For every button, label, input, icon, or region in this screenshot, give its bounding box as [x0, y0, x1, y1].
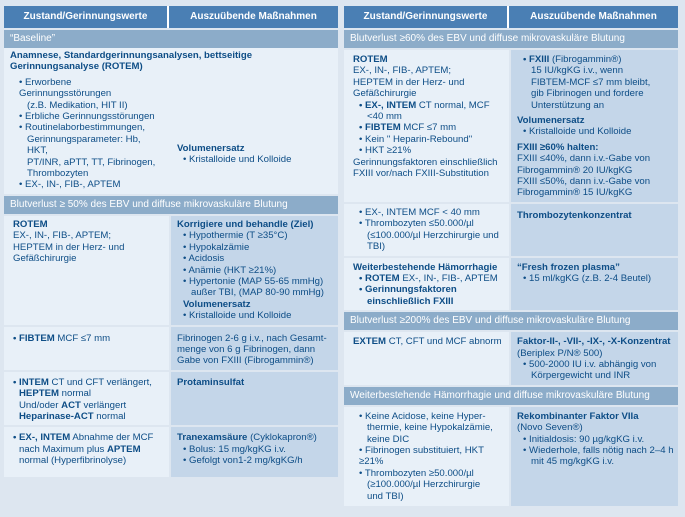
fibtem-cell	[4, 327, 169, 370]
heptem-label: HEPTEM	[19, 388, 59, 400]
faktor-title: Faktor-II-, -VII-, -IX-, -X-Konzentrat	[517, 336, 671, 348]
fibtem-value: MCF ≤7 mm	[54, 332, 111, 344]
tranex-title: Tranexamsäure	[177, 432, 248, 444]
fxiii60-line: FXIII ≤50%, dann i.v.-Gabe von	[517, 176, 651, 188]
ffp-title: “Fresh frozen plasma”	[517, 261, 620, 273]
left-column	[4, 6, 338, 477]
volumenersatz-title: Volumenersatz	[183, 298, 251, 310]
baseline-block	[4, 48, 338, 194]
volumenersatz-item: • Kristalloide und Kolloide	[523, 126, 632, 138]
band-weiterbestehende: Weiterbestehende Hämorrhagie und diffuse mikrovaskuläre Blutung	[344, 387, 678, 405]
volumenersatz-title: Volumenersatz	[517, 115, 585, 127]
rotem-row	[4, 216, 338, 325]
thrombo-line: (≤100.000/µl Herzchirurgie und	[367, 229, 499, 241]
fibtem-action-line: Fibrinogen 2-6 g i.v., nach Gesamt-	[177, 332, 327, 344]
thrombo-cell	[344, 204, 509, 256]
baseline-item: • Routinelaborbestimmungen,	[19, 122, 146, 134]
hyperfibrinolyse-row	[4, 427, 338, 476]
fxiii-brand: (Fibrogammin®)	[549, 54, 622, 65]
korrig-item: • Anämie (HKT ≥21%)	[183, 264, 277, 276]
protamin-title: Protaminsulfat	[177, 376, 245, 388]
faktor-item: • 500-2000 IU i.v. abhängig von	[523, 358, 657, 370]
baseline-findings	[4, 73, 169, 194]
left-table-header	[4, 6, 338, 28]
thrombo-row	[344, 204, 678, 256]
rekomb-item: • Initialdosis: 90 µg/kgKG i.v.	[523, 433, 645, 445]
fibtem-value: MCF ≤7 mm	[400, 122, 457, 134]
weiter-cell	[344, 258, 509, 311]
rekomb-item: mit 45 mg/kgKG i.v.	[531, 456, 614, 468]
baseline-item: PT/INR, aPTT, TT, Fibrinogen,	[27, 156, 156, 168]
last-item: keine DIC	[367, 433, 410, 445]
last-item: (≥100.000/µl Herzchirurgie	[367, 479, 481, 491]
fibtem-action-line: Gabe von FXIII (Fibrogammin®)	[177, 355, 314, 367]
fxiii-label: • FXIII	[523, 54, 550, 65]
volumenersatz-item: • Kristalloide und Kolloide	[183, 154, 292, 166]
tranex-item: • Bolus: 15 mg/kgKG i.v.	[183, 443, 286, 455]
right-table-header	[344, 6, 678, 28]
header-massnahmen: Auszuübende Maßnahmen	[530, 11, 657, 23]
rotem-text: EX-, IN-, FIB-, APTEM	[399, 272, 498, 284]
last-cell	[344, 407, 509, 506]
fxiii60-line: Fibrogammin® 15 IU/kgKG	[517, 187, 633, 199]
intem-row	[4, 372, 338, 426]
rotem-line: HEPTEM in der Herz- und	[353, 76, 465, 88]
rotem-line: Gefäßchirurgie	[353, 88, 417, 100]
fxiii60-title: FXIII ≥60% halten:	[517, 141, 599, 153]
rotem-title: ROTEM	[353, 54, 388, 65]
fxiii-line: gib Fibrinogen und fordere	[531, 88, 644, 100]
tranex-brand: (Cyklokapron®)	[247, 432, 317, 444]
band-50-percent: Blutverlust ≥ 50% des EBV und diffuse mikrovaskuläre Blutung	[4, 196, 338, 214]
gerin-line: Gerinnungsfaktoren einschließlich	[353, 156, 498, 168]
faktor-item: Körpergewicht und INR	[531, 370, 631, 382]
fxiii-line: FIBTEM-MCF ≤7 mm bleibt,	[531, 76, 651, 88]
fibtem-label: • FIBTEM	[13, 332, 55, 344]
hyperfibrinolyse-cell	[4, 427, 169, 476]
gerin-line: einschließlich FXIII	[367, 295, 454, 307]
thrombo-line: TBI)	[367, 241, 386, 253]
intem-text: CT und CFT verlängert,	[48, 376, 152, 388]
heparinase-label: Heparinase-ACT	[19, 410, 94, 422]
korrig-item: außer TBI, (MAP 80-90 mmHg)	[191, 287, 324, 299]
ex-intem-label: • EX-, INTEM	[13, 432, 71, 444]
extem-label: EXTEM	[353, 336, 387, 348]
heptem-text: normal	[58, 388, 91, 400]
baseline-item: • EX-, IN-, FIB-, APTEM	[19, 179, 121, 191]
rekomb-cell	[511, 407, 678, 506]
baseline-title: Anamnese, Standardgerinnungsanalysen, bettseitige Gerinnungsanalyse (ROTEM)	[10, 50, 253, 73]
ex-intem-text: normal (Hyperfibrinolyse)	[19, 455, 127, 467]
hkt-item: • HKT ≥21%	[359, 145, 412, 157]
intem-text: verlängert	[80, 399, 127, 411]
tranex-item: • Gefolgt von1-2 mg/kgKG/h	[183, 455, 303, 467]
baseline-item: Thrombozyten	[27, 168, 89, 180]
last-item: thermie, keine Hypokalzämie,	[367, 422, 493, 434]
last-item: • Fibrinogen substituiert, HKT ≥21%	[359, 444, 484, 468]
band-200-percent: Blutverlust ≥200% des EBV und diffuse mikrovaskuläre Blutung	[344, 312, 678, 330]
band-60-percent: Blutverlust ≥60% des EBV und diffuse mikrovaskuläre Blutung	[344, 30, 678, 48]
thrombo-action-cell	[511, 204, 678, 256]
baseline-item: (z.B. Medikation, HIT II)	[27, 99, 128, 111]
rotem-title: ROTEM	[13, 218, 48, 230]
korrig-cell	[171, 216, 338, 325]
faktor-brand: (Beriplex P/N® 500)	[517, 347, 603, 359]
rotem-line: EX-, IN-, FIB-, APTEM;	[13, 230, 112, 242]
rotem60-cell	[344, 50, 509, 202]
baseline-item: • Erworbene Gerinnungsstörungen	[19, 76, 112, 100]
ex-intem-text: <40 mm	[367, 111, 402, 123]
rotem-line: EX-, IN-, FIB-, APTEM;	[353, 65, 452, 77]
rotem60-row	[344, 50, 678, 202]
fxiii-line: 15 IU/kgKG i.v., wenn	[531, 65, 624, 77]
faktor-cell	[511, 332, 678, 385]
intem-text: Und/oder	[19, 399, 62, 411]
fxiii-cell	[511, 50, 678, 202]
extem-text: CT, CFT und MCF abnorm	[386, 336, 502, 348]
baseline-actions	[171, 73, 338, 194]
weiter-title: Weiterbestehende Hämorrhagie	[353, 261, 498, 273]
baseline-item: Gerinnungsparameter: Hb, HKT,	[27, 133, 141, 157]
kein-heparin-item: • Kein " Heparin-Rebound"	[359, 133, 473, 145]
fibtem-action-cell	[171, 327, 338, 370]
fibtem-action-line: menge von 6 g Fibrinogen, dann	[177, 343, 316, 355]
baseline-band: “Baseline”	[4, 30, 338, 48]
tranex-cell	[171, 427, 338, 476]
rekomb-brand: (Novo Seven®)	[517, 422, 583, 434]
last-row	[344, 407, 678, 506]
fxiii60-line: FXIII ≤40%, dann i.v.-Gabe von	[517, 153, 651, 165]
ex-intem-text: Abnahme der MCF	[70, 432, 154, 444]
rotem-line: Gefäßchirurgie	[13, 253, 77, 265]
right-column	[344, 6, 678, 506]
gerin-line: • Gerinnungsfaktoren	[359, 284, 457, 296]
extem-cell	[344, 332, 509, 385]
korrig-title: Korrigiere und behandle (Ziel)	[177, 218, 314, 230]
fxiii-line: Unterstützung an	[531, 99, 605, 111]
thrombozytenkonzentrat-title: Thrombozytenkonzentrat	[517, 209, 632, 221]
weiter-row	[344, 258, 678, 311]
intem-cell	[4, 372, 169, 426]
ex-intem-label: • EX-, INTEM	[359, 99, 417, 111]
header-zustand: Zustand/Gerinnungswerte	[344, 6, 509, 28]
act-label: ACT	[61, 399, 81, 411]
rotem-label: • ROTEM	[359, 272, 400, 284]
last-item: • Thrombozyten ≥50.000/µl	[359, 467, 474, 479]
header-zustand: Zustand/Gerinnungswerte	[4, 6, 169, 28]
volumenersatz-item: • Kristalloide und Kolloide	[183, 310, 292, 322]
gerin-line: FXIII vor/nach FXIII-Substitution	[353, 168, 489, 180]
korrig-item: • Hypertonie (MAP 55-65 mmHg)	[183, 275, 324, 287]
ffp-item: • 15 ml/kgKG (z.B. 2-4 Beutel)	[523, 272, 652, 284]
korrig-item: • Hypokalzämie	[183, 241, 250, 253]
baseline-item: • Erbliche Gerinnungsstörungen	[19, 111, 155, 123]
thrombo-line: • EX-, INTEM MCF < 40 mm	[359, 206, 480, 218]
volumenersatz-title: Volumenersatz	[177, 142, 245, 154]
korrig-item: • Hypothermie (T ≥35°C)	[183, 230, 288, 242]
last-item: und TBI)	[367, 490, 404, 502]
aptem-label: APTEM	[106, 443, 141, 455]
fibtem-label: • FIBTEM	[359, 122, 401, 134]
last-item: • Keine Acidose, keine Hyper-	[359, 410, 486, 422]
rotem-line: HEPTEM in der Herz- und	[13, 241, 125, 253]
heparinase-text: normal	[93, 410, 126, 422]
header-massnahmen: Auszuübende Maßnahmen	[190, 11, 317, 23]
protamin-cell	[171, 372, 338, 426]
extem-row	[344, 332, 678, 385]
fibtem-row	[4, 327, 338, 370]
rotem-cell	[4, 216, 169, 325]
intem-label: • INTEM	[13, 376, 49, 388]
ex-intem-text: CT normal, MCF	[416, 99, 490, 111]
korrig-item: • Acidosis	[183, 253, 225, 265]
thrombo-line: • Thrombozyten ≤50.000/µl	[359, 218, 474, 230]
ffp-cell	[511, 258, 678, 311]
rekomb-title: Rekombinanter Faktor VIIa	[517, 410, 639, 422]
ex-intem-text: nach Maximum plus	[19, 443, 107, 455]
fxiii60-line: Fibrogammin® 20 IU/kgKG	[517, 164, 633, 176]
rekomb-item: • Wiederhole, falls nötig nach 2–4 h	[523, 444, 674, 456]
